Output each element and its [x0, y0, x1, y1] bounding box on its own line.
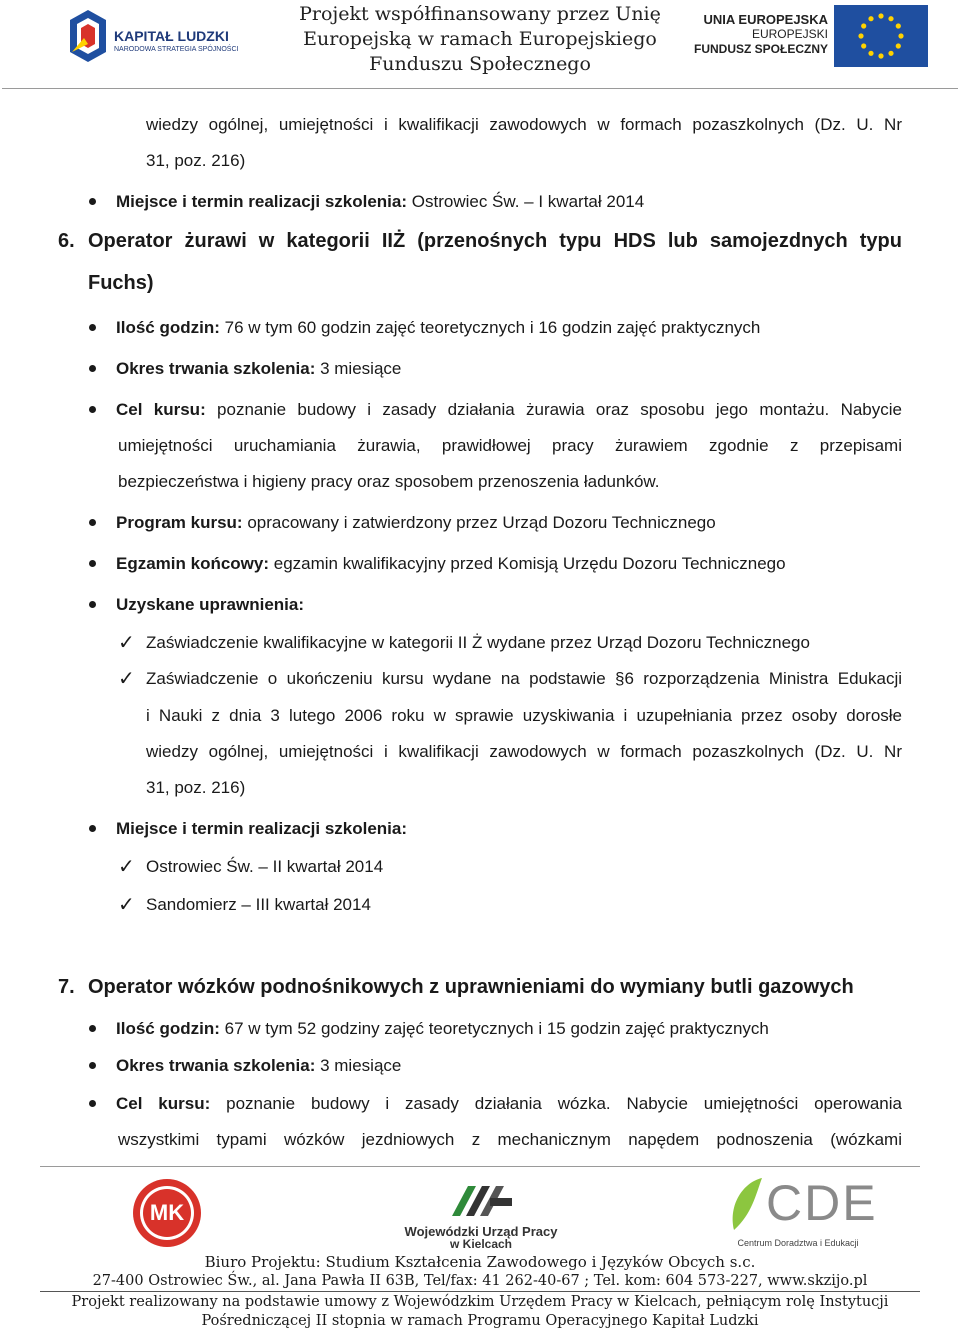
duration-label: Okres trwania szkolenia: — [116, 1056, 316, 1075]
right-item-2-line-1: Zaświadczenie o ukończeniu kursu wydane na podstawie §6 rozporządzenia Ministra Edukacji — [146, 669, 902, 688]
right-item-2-line-2: i Nauki z dnia 3 lutego 2006 roku w sprawie uzyskiwania i uzupełniania przez osoby dorosłe — [146, 706, 902, 725]
header-cofinanced-text — [290, 2, 670, 77]
goal-label: Cel kursu: — [116, 1094, 211, 1113]
bullet-icon — [89, 825, 96, 832]
right-item-1: Zaświadczenie kwalifikacyjne w kategorii II Ż wydane przez Urząd Dozoru Technicznego — [146, 633, 810, 652]
footer-line-4: Pośredniczącej II stopnia w ramach Programu Operacyjnego Kapitał Ludzki — [201, 1313, 759, 1329]
duration-item — [116, 359, 401, 379]
cde-leaf-icon — [726, 1174, 766, 1234]
header-line-2: Europejską w ramach Europejskiego — [303, 28, 657, 50]
place-item-2: Sandomierz – III kwartał 2014 — [146, 895, 371, 914]
eu-flag-icon — [834, 5, 928, 67]
rights-label: Uzyskane uprawnienia: — [116, 595, 305, 614]
eu-line-2: EUROPEJSKI — [751, 27, 828, 41]
kapital-ludzki-title: KAPITAŁ LUDZKI — [114, 28, 229, 44]
header-line-1: Projekt współfinansowany przez Unię — [299, 3, 661, 25]
mk-logo-text: MK — [149, 1200, 185, 1225]
hours-value: 76 w tym 60 godzin zajęć teoretycznych i 16 godzin zajęć praktycznych — [219, 318, 761, 337]
section-7-title: Operator wózków podnośnikowych z uprawnieniami do wymiany butli gazowych — [88, 976, 854, 998]
hours-item — [116, 1019, 769, 1039]
program-value: opracowany i zatwierdzony przez Urząd Dozoru Technicznego — [242, 513, 716, 532]
bullet-icon — [89, 601, 96, 608]
section-7-number: 7. — [58, 976, 75, 998]
eu-line-3: FUNDUSZ SPOŁECZNY — [693, 42, 828, 56]
checkmark-icon: ✓ — [118, 666, 135, 690]
section-6-number: 6. — [58, 230, 75, 252]
goal-line-3: bezpieczeństwa i higieny pracy oraz sposobem przenoszenia ładunków. — [118, 472, 660, 491]
wup-line-2: w Kielcach — [449, 1237, 513, 1251]
goal-value: poznanie budowy i zasady działania wózka. Nabycie umiejętności operowania — [210, 1094, 902, 1113]
header-line-3: Funduszu Społecznego — [369, 53, 591, 75]
checkmark-icon: ✓ — [118, 854, 135, 878]
wup-emblem-icon — [446, 1180, 516, 1222]
place-term-item — [116, 192, 644, 212]
bullet-icon — [89, 406, 96, 413]
bullet-icon — [89, 324, 96, 331]
goal-line-1 — [116, 1094, 902, 1114]
bullet-icon — [89, 1025, 96, 1032]
footer-divider — [40, 1166, 920, 1167]
footer-line-1: Biuro Projektu: Studium Kształcenia Zawodowego i Języków Obcych s.c. — [204, 1253, 756, 1271]
goal-label: Cel kursu: — [116, 400, 206, 419]
cde-logo-text: CDE — [766, 1175, 878, 1231]
hours-label: Ilość godzin: — [116, 1019, 220, 1038]
exam-value: egzamin kwalifikacyjny przed Komisją Urzędu Dozoru Technicznego — [269, 554, 786, 573]
place-item-1: Ostrowiec Św. – II kwartał 2014 — [146, 857, 384, 876]
program-item — [116, 513, 716, 533]
bullet-icon — [89, 1100, 96, 1107]
exam-item — [116, 554, 786, 574]
eu-line-1: UNIA EUROPEJSKA — [703, 12, 828, 27]
place-label: Miejsce i termin realizacji szkolenia: — [116, 819, 408, 838]
program-label: Program kursu: — [116, 513, 243, 532]
goal-line-2: wszystkimi typami wózków jezdniowych z mechanicznym napędem podnoszenia (wózkami — [118, 1130, 902, 1149]
bullet-icon — [89, 560, 96, 567]
wup-line-1: Wojewódzki Urząd Pracy — [404, 1224, 558, 1239]
bullet-icon — [89, 1062, 96, 1069]
footer-line-3: Projekt realizowany na podstawie umowy z Wojewódzkim Urzędem Pracy w Kielcach, pełniącym rolę Instytucji — [71, 1294, 889, 1310]
kapital-ludzki-emblem-icon — [66, 8, 110, 64]
bullet-icon — [89, 365, 96, 372]
exam-label: Egzamin końcowy: — [116, 554, 270, 573]
duration-item — [116, 1056, 401, 1076]
bullet-icon — [89, 519, 96, 526]
right-item-2-line-4: 31, poz. 216) — [146, 778, 246, 797]
section-6-title-line-1: Operator żurawi w kategorii IIŻ (przenośnych typu HDS lub samojezdnych typu — [88, 230, 902, 252]
right-item-2-line-3: wiedzy ogólnej, umiejętności i kwalifikacji zawodowych w formach pozaszkolnych (Dz. U. Nr — [146, 742, 902, 761]
continuation-line-1: wiedzy ogólnej, umiejętności i kwalifikacji zawodowych w formach pozaszkolnych (Dz. U. Nr — [146, 115, 902, 134]
footer-line-2: 27-400 Ostrowiec Św., al. Jana Pawła II 63B, Tel/fax: 41 262-40-67 ; Tel. kom: 604 573-227, www.skzijo.pl — [92, 1273, 868, 1289]
place-term-label: Miejsce i termin realizacji szkolenia: — [116, 192, 408, 211]
duration-value: 3 miesiące — [315, 1056, 402, 1075]
place-term-value: Ostrowiec Św. – I kwartał 2014 — [407, 192, 645, 211]
duration-value: 3 miesiące — [315, 359, 402, 378]
hours-value: 67 w tym 52 godziny zajęć teoretycznych i 15 godzin zajęć praktycznych — [219, 1019, 769, 1038]
checkmark-icon: ✓ — [118, 892, 135, 916]
kapital-ludzki-logo — [62, 8, 242, 66]
continuation-line-2: 31, poz. 216) — [146, 151, 246, 170]
duration-label: Okres trwania szkolenia: — [116, 359, 316, 378]
kapital-ludzki-subtitle: NARODOWA STRATEGIA SPÓJNOŚCI — [114, 46, 239, 53]
cde-subtitle: Centrum Doradztwa i Edukacji — [737, 1238, 859, 1248]
goal-line-1 — [116, 400, 902, 420]
hours-item — [116, 318, 760, 338]
header-divider — [2, 88, 958, 89]
mk-logo — [130, 1176, 204, 1250]
cde-logo — [722, 1172, 878, 1252]
hours-label: Ilość godzin: — [116, 318, 220, 337]
wup-logo — [400, 1174, 562, 1250]
bullet-icon — [89, 198, 96, 205]
goal-value: poznanie budowy i zasady działania żurawia oraz sposobu jego montażu. Nabycie — [205, 400, 902, 419]
checkmark-icon: ✓ — [118, 630, 135, 654]
section-6-title-line-2: Fuchs) — [88, 272, 154, 294]
footer-divider-2 — [40, 1291, 920, 1292]
eu-social-fund-text — [690, 12, 828, 57]
goal-line-2: umiejętności uruchamiania żurawia, prawidłowej pracy żurawiem zgodnie z przepisami — [118, 436, 902, 455]
